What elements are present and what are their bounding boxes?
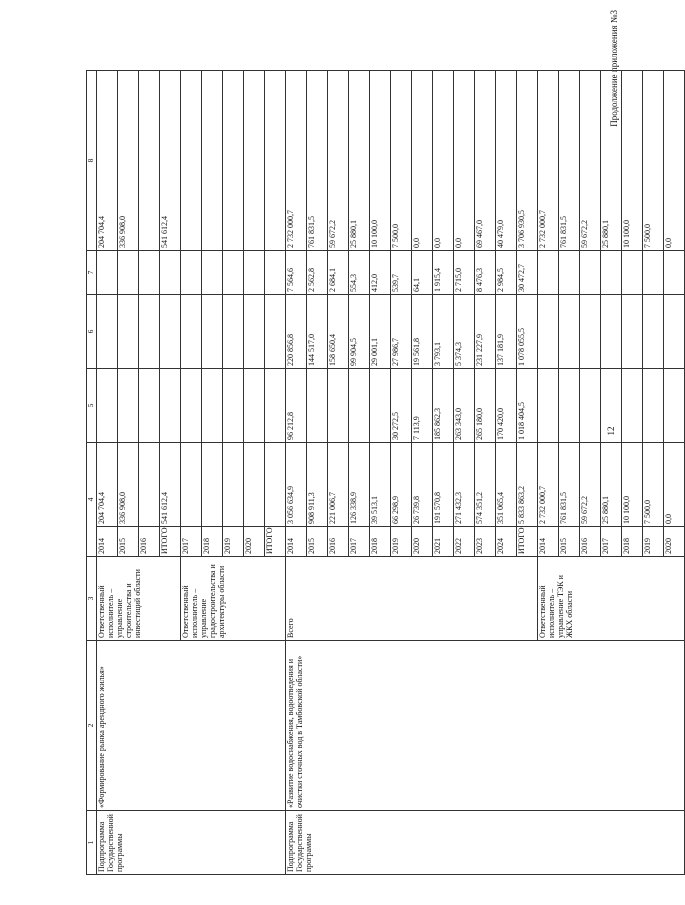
value-cell: 220 856,8: [286, 295, 307, 369]
value-cell: 2 562,8: [307, 251, 328, 295]
value-cell: 0,0: [412, 71, 433, 251]
year-cell: 2015: [307, 527, 328, 557]
value-cell: 170 420,0: [496, 369, 517, 443]
value-cell: [622, 369, 643, 443]
year-cell: 2019: [391, 527, 412, 557]
value-cell: 69 467,0: [475, 71, 496, 251]
executor-cell: Ответственный исполнитель – управление ТЭК и ЖКХ области: [538, 557, 685, 641]
value-cell: [265, 369, 286, 443]
col-header-6: 6: [87, 295, 97, 369]
value-cell: 2 684,1: [328, 251, 349, 295]
year-cell: 2020: [244, 527, 265, 557]
value-cell: 40 479,0: [496, 71, 517, 251]
value-cell: [538, 369, 559, 443]
value-cell: 39 513,1: [370, 443, 391, 527]
value-cell: 336 908,0: [118, 71, 139, 251]
value-cell: [643, 251, 664, 295]
value-cell: [265, 295, 286, 369]
year-cell: 2014: [286, 527, 307, 557]
year-cell: 2017: [601, 527, 622, 557]
value-cell: [160, 295, 181, 369]
year-cell: ИТОГО: [517, 527, 538, 557]
executor-cell: Ответственный исполнитель – управление градостроительства и архитектуры области: [181, 557, 286, 641]
year-cell: 2020: [664, 527, 685, 557]
value-cell: 908 911,3: [307, 443, 328, 527]
value-cell: 59 672,2: [580, 71, 601, 251]
value-cell: 2 732 000,7: [286, 71, 307, 251]
year-cell: 2021: [433, 527, 454, 557]
value-cell: 1 018 404,5: [517, 369, 538, 443]
col-header-5: 5: [87, 369, 97, 443]
subprogram-title: «Развитие водоснабжения, водоотведения и очистки сточных вод в Тамбовской области»: [286, 641, 685, 811]
value-cell: 59 672,2: [328, 71, 349, 251]
value-cell: [370, 369, 391, 443]
value-cell: 412,0: [370, 251, 391, 295]
value-cell: 64,1: [412, 251, 433, 295]
subprogram-name: Подпрограмма Государственной программы: [286, 811, 685, 875]
value-cell: 99 904,5: [349, 295, 370, 369]
year-cell: 2024: [496, 527, 517, 557]
year-cell: 2019: [643, 527, 664, 557]
table-row: [97, 71, 118, 875]
value-cell: 263 343,0: [454, 369, 475, 443]
value-cell: 96 212,8: [286, 369, 307, 443]
value-cell: [160, 369, 181, 443]
value-cell: 2 732 000,7: [538, 71, 559, 251]
value-cell: [118, 295, 139, 369]
value-cell: 26 739,8: [412, 443, 433, 527]
value-cell: 2 984,5: [496, 251, 517, 295]
value-cell: [223, 369, 244, 443]
value-cell: 7 500,0: [643, 71, 664, 251]
value-cell: 1 078 055,5: [517, 295, 538, 369]
value-cell: 158 650,4: [328, 295, 349, 369]
value-cell: [559, 295, 580, 369]
year-cell: 2023: [475, 527, 496, 557]
value-cell: [97, 251, 118, 295]
value-cell: 541 612,4: [160, 443, 181, 527]
value-cell: 541 612,4: [160, 71, 181, 251]
value-cell: 27 986,7: [391, 295, 412, 369]
value-cell: [643, 369, 664, 443]
continuation-note: Продолжение приложения №3: [609, 10, 619, 127]
value-cell: 0,0: [664, 71, 685, 251]
page-number: 12: [606, 426, 616, 436]
value-cell: [580, 251, 601, 295]
value-cell: [601, 369, 622, 443]
value-cell: 271 432,3: [454, 443, 475, 527]
value-cell: [139, 71, 160, 251]
value-cell: 66 298,9: [391, 443, 412, 527]
value-cell: 3 793,1: [433, 295, 454, 369]
value-cell: 8 476,3: [475, 251, 496, 295]
value-cell: [244, 71, 265, 251]
value-cell: [538, 251, 559, 295]
value-cell: [664, 369, 685, 443]
year-cell: 2016: [139, 527, 160, 557]
value-cell: 7 500,0: [643, 443, 664, 527]
value-cell: 10 100,0: [370, 71, 391, 251]
value-cell: 10 100,0: [622, 443, 643, 527]
value-cell: 761 831,5: [559, 443, 580, 527]
year-cell: 2015: [559, 527, 580, 557]
value-cell: 761 831,5: [307, 71, 328, 251]
value-cell: 204 704,4: [97, 71, 118, 251]
col-header-1: 1: [87, 811, 97, 875]
value-cell: 30 272,5: [391, 369, 412, 443]
subprogram-name: Подпрограмма Государственной программы: [97, 811, 286, 875]
year-cell: ИТОГО: [160, 527, 181, 557]
value-cell: [202, 295, 223, 369]
value-cell: [223, 443, 244, 527]
value-cell: 265 180,0: [475, 369, 496, 443]
value-cell: [244, 369, 265, 443]
value-cell: [265, 443, 286, 527]
value-cell: 29 001,1: [370, 295, 391, 369]
value-cell: 0,0: [433, 71, 454, 251]
budget-table: [86, 70, 685, 875]
year-cell: 2019: [223, 527, 244, 557]
value-cell: [181, 369, 202, 443]
value-cell: [580, 369, 601, 443]
year-cell: 2018: [370, 527, 391, 557]
value-cell: [202, 71, 223, 251]
value-cell: 221 006,7: [328, 443, 349, 527]
value-cell: 2 715,0: [454, 251, 475, 295]
value-cell: [265, 71, 286, 251]
header-row: [87, 71, 97, 875]
value-cell: 137 181,9: [496, 295, 517, 369]
year-cell: 2018: [622, 527, 643, 557]
value-cell: [223, 71, 244, 251]
col-header-8: 8: [87, 71, 97, 251]
value-cell: [181, 295, 202, 369]
year-cell: 2022: [454, 527, 475, 557]
value-cell: 1 915,4: [433, 251, 454, 295]
value-cell: [622, 251, 643, 295]
value-cell: 3 056 634,9: [286, 443, 307, 527]
value-cell: [643, 295, 664, 369]
value-cell: [538, 295, 559, 369]
value-cell: 191 570,8: [433, 443, 454, 527]
value-cell: [664, 251, 685, 295]
value-cell: [622, 295, 643, 369]
block1-body: [97, 71, 286, 875]
value-cell: 144 517,0: [307, 295, 328, 369]
value-cell: [139, 443, 160, 527]
year-cell: 2014: [97, 527, 118, 557]
col-header-7: 7: [87, 251, 97, 295]
value-cell: 2 732 000,7: [538, 443, 559, 527]
value-cell: [118, 251, 139, 295]
total-label-cell: Всего: [286, 557, 538, 641]
value-cell: [265, 251, 286, 295]
value-cell: 7 500,0: [391, 71, 412, 251]
block2-body: [286, 71, 685, 875]
value-cell: 126 338,9: [349, 443, 370, 527]
value-cell: 25 880,1: [601, 71, 622, 251]
value-cell: [559, 369, 580, 443]
value-cell: [223, 295, 244, 369]
value-cell: [244, 295, 265, 369]
col-header-2: 2: [87, 641, 97, 811]
year-cell: 2017: [181, 527, 202, 557]
value-cell: 30 472,7: [517, 251, 538, 295]
value-cell: 0,0: [454, 71, 475, 251]
value-cell: 19 561,8: [412, 295, 433, 369]
value-cell: 554,3: [349, 251, 370, 295]
value-cell: 0,0: [664, 443, 685, 527]
year-cell: 2020: [412, 527, 433, 557]
value-cell: 7 564,6: [286, 251, 307, 295]
value-cell: [202, 251, 223, 295]
value-cell: [559, 251, 580, 295]
value-cell: 25 880,1: [349, 71, 370, 251]
value-cell: 7 113,9: [412, 369, 433, 443]
value-cell: 59 672,2: [580, 443, 601, 527]
value-cell: [97, 369, 118, 443]
value-cell: 10 100,0: [622, 71, 643, 251]
value-cell: [202, 369, 223, 443]
value-cell: 539,7: [391, 251, 412, 295]
value-cell: 5 833 863,2: [517, 443, 538, 527]
value-cell: [244, 251, 265, 295]
value-cell: [202, 443, 223, 527]
value-cell: [139, 295, 160, 369]
executor-cell: Ответственный исполнитель – управление строительства и инвестиций области: [97, 557, 181, 641]
year-cell: ИТОГО: [265, 527, 286, 557]
value-cell: [160, 251, 181, 295]
value-cell: 25 880,1: [601, 443, 622, 527]
value-cell: [664, 295, 685, 369]
value-cell: [223, 251, 244, 295]
value-cell: 5 374,3: [454, 295, 475, 369]
year-cell: 2014: [538, 527, 559, 557]
value-cell: 351 065,4: [496, 443, 517, 527]
value-cell: [181, 71, 202, 251]
value-cell: 204 704,4: [97, 443, 118, 527]
year-cell: 2016: [328, 527, 349, 557]
value-cell: 336 908,0: [118, 443, 139, 527]
year-cell: 2015: [118, 527, 139, 557]
year-cell: 2018: [202, 527, 223, 557]
subprogram-title: «Формирование рынка арендного жилья»: [97, 641, 286, 811]
year-cell: 2017: [349, 527, 370, 557]
value-cell: [181, 443, 202, 527]
value-cell: [601, 251, 622, 295]
value-cell: [601, 295, 622, 369]
value-cell: [118, 369, 139, 443]
value-cell: 3 706 930,5: [517, 71, 538, 251]
value-cell: 231 227,9: [475, 295, 496, 369]
value-cell: [139, 251, 160, 295]
table-row: [286, 71, 307, 875]
col-header-4: 4: [87, 443, 97, 557]
value-cell: [349, 369, 370, 443]
value-cell: [139, 369, 160, 443]
value-cell: [328, 369, 349, 443]
value-cell: [307, 369, 328, 443]
value-cell: 761 831,5: [559, 71, 580, 251]
col-header-3: 3: [87, 557, 97, 641]
value-cell: [244, 443, 265, 527]
value-cell: [97, 295, 118, 369]
year-cell: 2016: [580, 527, 601, 557]
value-cell: [181, 251, 202, 295]
value-cell: 574 351,2: [475, 443, 496, 527]
value-cell: [580, 295, 601, 369]
value-cell: 185 862,3: [433, 369, 454, 443]
